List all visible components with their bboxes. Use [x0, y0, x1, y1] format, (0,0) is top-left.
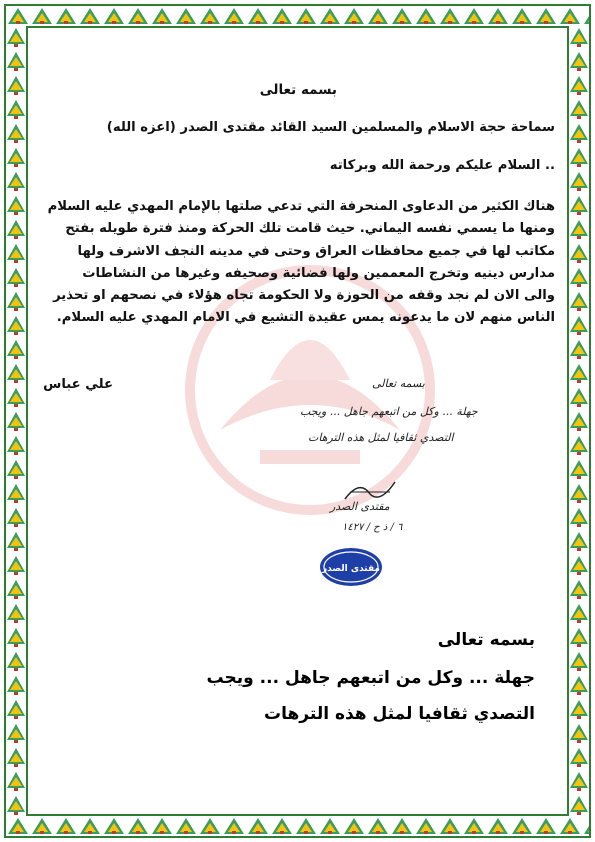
- border-ornament-bottom: [6, 816, 589, 836]
- letter-body: [40, 196, 555, 330]
- seal-stamp: [318, 546, 384, 588]
- handwritten-date: ٦ / ذ ح / ١٤٢٧: [342, 522, 403, 533]
- transcription-line-2: جهلة ... وكل من اتبعهم جاهل ... ويجب: [206, 668, 535, 688]
- body-line: مكاتب لها في جميع محافظات العراق وحتى في مدينه النجف الاشرف ولها: [77, 243, 555, 259]
- letter-greeting: السلام عليكم ورحمة الله وبركاته ..: [329, 158, 555, 173]
- body-line: مدارس دينيه وتخرج المعممين ولها فضائية وصحيفه وغيرها من النشاطات: [82, 265, 555, 281]
- letter-signature: علي عباس: [43, 377, 113, 392]
- body-line: هناك الكثير من الدعاوى المنحرفة التي تدعي صلتها بالإمام المهدي عليه السلام: [47, 199, 555, 214]
- handwritten-line-1: بسمه تعالى: [372, 377, 425, 390]
- handwritten-line-3: التصدي ثقافيا لمثل هذه الترهات: [308, 431, 454, 444]
- handwritten-line-2: جهلة ... وكل من اتبعهم جاهل ... ويجب: [300, 405, 478, 418]
- body-line: والى الان لم نجد وقفه من الحوزة ولا الحكومة تجاه هؤلاء في نصحهم او تحذير: [53, 288, 555, 304]
- body-line: الناس منهم لان ما يدعونه يمس عقيدة التشيع في الامام المهدي عليه السلام.: [56, 310, 555, 326]
- handwritten-signer: مقتدى الصدر: [330, 500, 390, 513]
- transcription-line-3: التصدي ثقافيا لمثل هذه الترهات: [264, 704, 535, 724]
- border-ornament-left: [6, 26, 26, 816]
- border-ornament-right: [569, 26, 589, 816]
- letter-addressee: سماحة حجة الاسلام والمسلمين السيد القائد مقتدى الصدر (اعزه الله): [106, 120, 555, 135]
- body-line: ومنها ما يسمي نفسه اليماني. حيث قامت تلك الحركة ومنذ فترة طويله بفتح: [65, 221, 555, 237]
- transcription-line-1: بسمه تعالى: [437, 630, 535, 650]
- letter-basmala: بسمه تعالى: [259, 82, 337, 98]
- seal-text: مقتدى الصدر: [321, 564, 381, 574]
- border-ornament-top: [6, 6, 589, 26]
